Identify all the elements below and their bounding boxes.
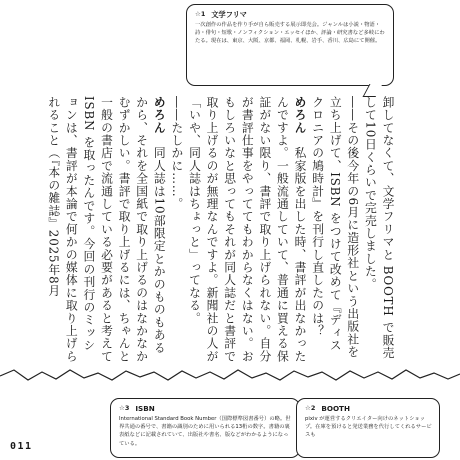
paragraph-3-text: 私家版を出した時、書評が出なかったんですよ。一般流通していて、普通に買える保証がない限り、書評で取り上げられない。自分が書評仕事をやっててもわからなくはない。おもしろいなと思ってもそれが同人誌だと書評で取り上げるのが無理なんですよ。新聞社の人が「いや、同人誌はちょっと」ってなる。 — [187, 96, 308, 363]
paragraph-5-text: 同人誌は10部限定とかのものもあるから、それを全国紙で取り上げるのはなかなかむずかしい。書評で取り上げるには、ちゃんと一般の書店で流通している必要があると考えてISBN を取ったんです。今回の刊行のミッションは、書評が本論で何かの媒体に取り上げられること（『本の雑誌』2025年8月 — [46, 96, 167, 363]
paragraph-4: ――たしかに……。 — [169, 96, 184, 211]
note-bunfri-header — [195, 10, 386, 19]
note-booth-body: pixiv が運営するクリエイター向けのネットショップ。在庫を預けると発送業務を代行してくれるサービスも — [305, 416, 432, 439]
note-bunfri-body: 一次創作の作品を作り手が自ら販売する展示即売会。ジャンルは小説・物語・詩・俳句・短歌・ノンフィクション・エッセイほか、評論・研究書など多岐にわたる。現在は、東京、大阪、京都、福岡、札幌、岩手、香川、広島にて開催。 — [195, 22, 385, 45]
note-booth — [296, 398, 440, 458]
note-bunfri-number: ☆1 — [195, 10, 206, 18]
note-isbn-body: International Standard Book Number（国際標準図書番号）の略。世界共通の番号で、書籍の識別のために用いられる13桁の数字。書籍の裏表紙などに記載されていて、出版社や書名、版などがわかるようになっている。 — [119, 416, 291, 447]
paragraph-2: ――その後今年の6月に造形社という出版社を立ち上げて、ISBN をつけて改めて『ディスクロニアの鳩時計』を刊行し直したのは？ — [310, 96, 360, 359]
speaker-name: めろん — [293, 96, 308, 135]
speaker-name: めろん — [152, 96, 167, 135]
page-number: 011 — [10, 441, 33, 452]
main-interview-text — [44, 96, 396, 364]
note-bunfri-title: 文学フリマ — [211, 10, 247, 19]
paragraph-3 — [185, 96, 308, 364]
paragraph-1: 卸してなくて、文学フリマと BOOTH で販売して10日くらいで完売しました。 — [363, 96, 395, 360]
note-isbn-number: ☆3 — [119, 404, 130, 412]
note-booth-header — [305, 404, 432, 413]
note-isbn — [110, 398, 300, 458]
zigzag-divider — [0, 364, 460, 388]
note-bunfri — [186, 4, 394, 86]
note-isbn-title: ISBN — [135, 404, 155, 413]
note-booth-title: BOOTH — [321, 404, 350, 413]
paragraph-5 — [44, 96, 167, 364]
note-isbn-header — [119, 404, 292, 413]
note-booth-number: ☆2 — [305, 404, 316, 412]
